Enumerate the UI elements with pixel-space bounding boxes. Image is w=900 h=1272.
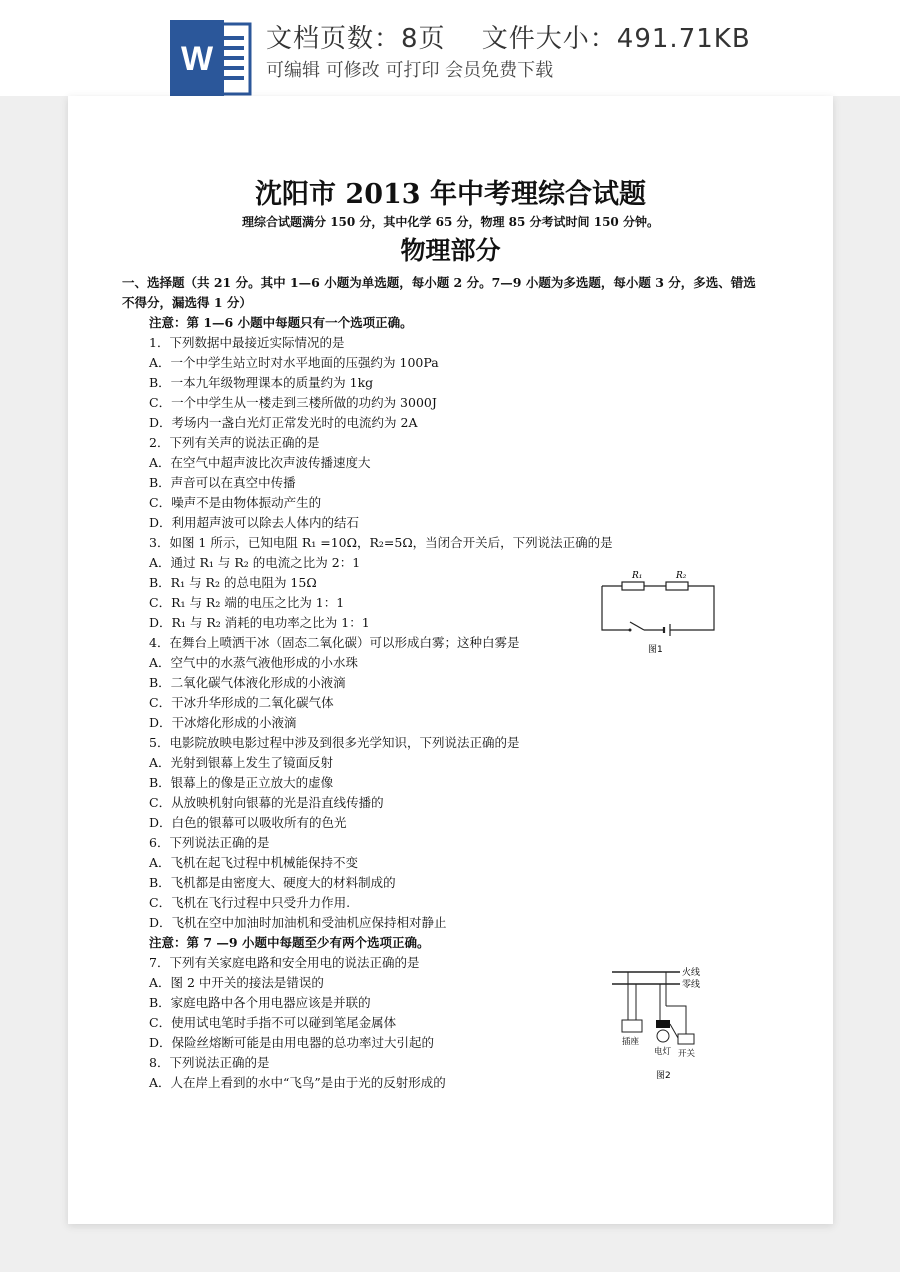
- figure-2-home-circuit: [608, 962, 728, 1086]
- socket-icon: [622, 1020, 642, 1032]
- exam-subtitle: 理综合试题满分 150 分，其中化学 65 分，物理 85 分考试时间 150 分钟。: [242, 215, 659, 229]
- fig2-caption: 图2: [656, 1071, 671, 1081]
- question-line: D．考场内一盏白光灯正常发光时的电流约为 2A: [149, 415, 418, 430]
- question-line: A．一个中学生站立时对水平地面的压强约为 100Pa: [149, 355, 439, 370]
- question-line: 3．如图 1 所示，已知电阻 R₁ =10Ω，R₂=5Ω，当闭合开关后，下列说法正确的是: [149, 535, 613, 550]
- question-line: A．图 2 中开关的接法是错误的: [149, 975, 324, 990]
- question-line: B．R₁ 与 R₂ 的总电阻为 15Ω: [149, 575, 317, 590]
- fig2-lamp-label: 电灯: [654, 1047, 672, 1057]
- question-line: C．噪声不是由物体振动产生的: [149, 495, 322, 510]
- question-line: 6．下列说法正确的是: [149, 835, 270, 850]
- question-line: D．飞机在空中加油时加油机和受油机应保持相对静止: [149, 915, 447, 930]
- question-line: B．一本九年级物理课本的质量约为 1kg: [149, 375, 374, 390]
- fig1-r1-label: R₁: [632, 571, 643, 581]
- question-line: C．飞机在飞行过程中只受升力作用.: [149, 895, 351, 910]
- question-line: 7．下列有关家庭电路和安全用电的说法正确的是: [149, 955, 420, 970]
- question-line: C．使用试电笔时手指不可以碰到笔尾金属体: [149, 1015, 397, 1030]
- section-heading: 物理部分: [400, 236, 501, 265]
- question-line: C．从放映机射向银幕的光是沿直线传播的: [149, 795, 384, 810]
- question-line: 4．在舞台上喷洒干冰（固态二氧化碳）可以形成白雾；这种白雾是: [149, 635, 520, 650]
- question-line: 一、选择题（共 21 分。其中 1—6 小题为单选题，每小题 2 分。7—9 小题为多选题，每小题 3 分，多选、错选: [122, 275, 756, 290]
- switch-blade: [630, 622, 644, 630]
- fig1-caption: 图1: [648, 645, 663, 655]
- question-line: A．在空气中超声波比次声波传播速度大: [149, 455, 371, 470]
- question-line: C．一个中学生从一楼走到三楼所做的功约为 3000J: [149, 395, 437, 410]
- question-line: B．二氧化碳气体液化形成的小液滴: [149, 675, 346, 690]
- lamp-holder: [656, 1020, 670, 1028]
- word-icon-letter: W: [180, 40, 214, 78]
- word-document-icon: [170, 20, 252, 96]
- question-line: D．干冰熔化形成的小液滴: [149, 715, 297, 730]
- question-line: A．光射到银幕上发生了镜面反射: [149, 755, 334, 770]
- lamp-bulb-icon: [657, 1030, 669, 1042]
- document-page: [68, 96, 833, 1224]
- download-banner: [0, 0, 900, 96]
- question-line: A．飞机在起飞过程中机械能保持不变: [149, 855, 359, 870]
- switch-icon: [678, 1034, 694, 1044]
- question-line: B．家庭电路中各个用电器应该是并联的: [149, 995, 371, 1010]
- question-line: D．保险丝熔断可能是由用电器的总功率过大引起的: [149, 1035, 435, 1050]
- resistor-r1: [622, 582, 644, 590]
- file-features: 可编辑 可修改 可打印 会员免费下载: [266, 60, 554, 81]
- resistor-r2: [666, 582, 688, 590]
- question-line: 8．下列说法正确的是: [149, 1055, 270, 1070]
- question-line: C．R₁ 与 R₂ 端的电压之比为 1：1: [149, 595, 345, 610]
- fig2-socket-label: 插座: [622, 1037, 640, 1047]
- question-line: A．通过 R₁ 与 R₂ 的电流之比为 2：1: [149, 555, 361, 570]
- fig2-neutral-wire-label: 零线: [682, 980, 701, 990]
- question-line: D．白色的银幕可以吸收所有的色光: [149, 815, 347, 830]
- question-line: B．声音可以在真空中传播: [149, 475, 296, 490]
- question-line: A．空气中的水蒸气液他形成的小水珠: [149, 655, 359, 670]
- question-line: B．飞机都是由密度大、硬度大的材料制成的: [149, 875, 396, 890]
- fig2-switch-label: 开关: [678, 1049, 696, 1059]
- file-info-title: 文档页数：8页 文件大小：491.71KB: [266, 24, 751, 54]
- question-line: 注意：第 1—6 小题中每题只有一个选项正确。: [149, 315, 413, 330]
- question-line: A．人在岸上看到的水中“飞鸟”是由于光的反射形成的: [149, 1075, 446, 1090]
- figure-1-circuit: [596, 568, 720, 656]
- fig1-r2-label: R₂: [676, 571, 687, 581]
- question-line: 不得分，漏选得 1 分）: [122, 295, 252, 310]
- question-line: B．银幕上的像是正立放大的虚像: [149, 775, 334, 790]
- question-line: C．干冰升华形成的二氧化碳气体: [149, 695, 334, 710]
- exam-title: 沈阳市 2013 年中考理综合试题: [255, 179, 646, 210]
- fig2-live-wire-label: 火线: [682, 968, 701, 978]
- question-line: D．R₁ 与 R₂ 消耗的电功率之比为 1：1: [149, 615, 370, 630]
- question-line: 注意：第 7 —9 小题中每题至少有两个选项正确。: [149, 935, 430, 950]
- question-line: 1．下列数据中最接近实际情况的是: [149, 335, 345, 350]
- question-line: 5．电影院放映电影过程中涉及到很多光学知识，下列说法正确的是: [149, 735, 520, 750]
- question-line: 2．下列有关声的说法正确的是: [149, 435, 320, 450]
- question-line: D．利用超声波可以除去人体内的结石: [149, 515, 360, 530]
